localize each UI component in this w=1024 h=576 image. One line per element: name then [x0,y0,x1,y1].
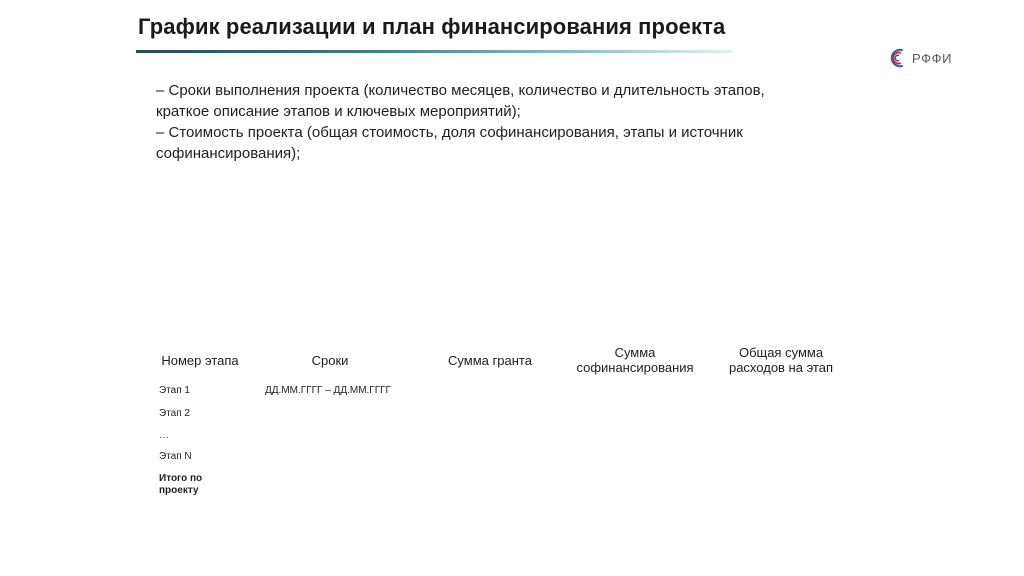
table-row [150,406,870,427]
rffi-logo-icon [889,47,911,69]
table-header [150,340,870,380]
stage-cell: Этап 2 [159,408,190,419]
logo-text: РФФИ [912,50,953,66]
table-row [150,427,870,448]
page-title: График реализации и план финансирования проекта [138,14,726,39]
table-row-total [150,469,870,496]
title-underline [136,50,732,53]
column-header-grant: Сумма гранта [448,352,532,368]
stage-cell: … [159,430,169,441]
schedule-table [150,340,870,496]
dates-cell: ДД.ММ.ГГГГ – ДД.ММ.ГГГГ [265,385,391,396]
stage-cell-total: Итого по проекту [159,473,203,496]
stage-cell: Этап N [159,451,192,462]
bullet-cost: – Стоимость проекта (общая стоимость, доля софинансирования, этапы и источник софинансирования); [156,124,743,162]
table-row [150,385,870,406]
stage-cell: Этап 1 [159,385,190,396]
bullet-duration: – Сроки выполнения проекта (количество месяцев, количество и длительность этапов, краткое описание этапов и ключевых мероприятий); [156,82,765,120]
column-header-stage: Номер этапа [161,352,239,368]
column-header-dates: Сроки [311,352,349,368]
column-header-cofinancing: Сумма софинансирования [576,345,694,375]
table-row [150,448,870,469]
description [156,80,816,164]
column-header-total: Общая сумма расходов на этап [728,345,834,375]
logo [889,45,952,71]
